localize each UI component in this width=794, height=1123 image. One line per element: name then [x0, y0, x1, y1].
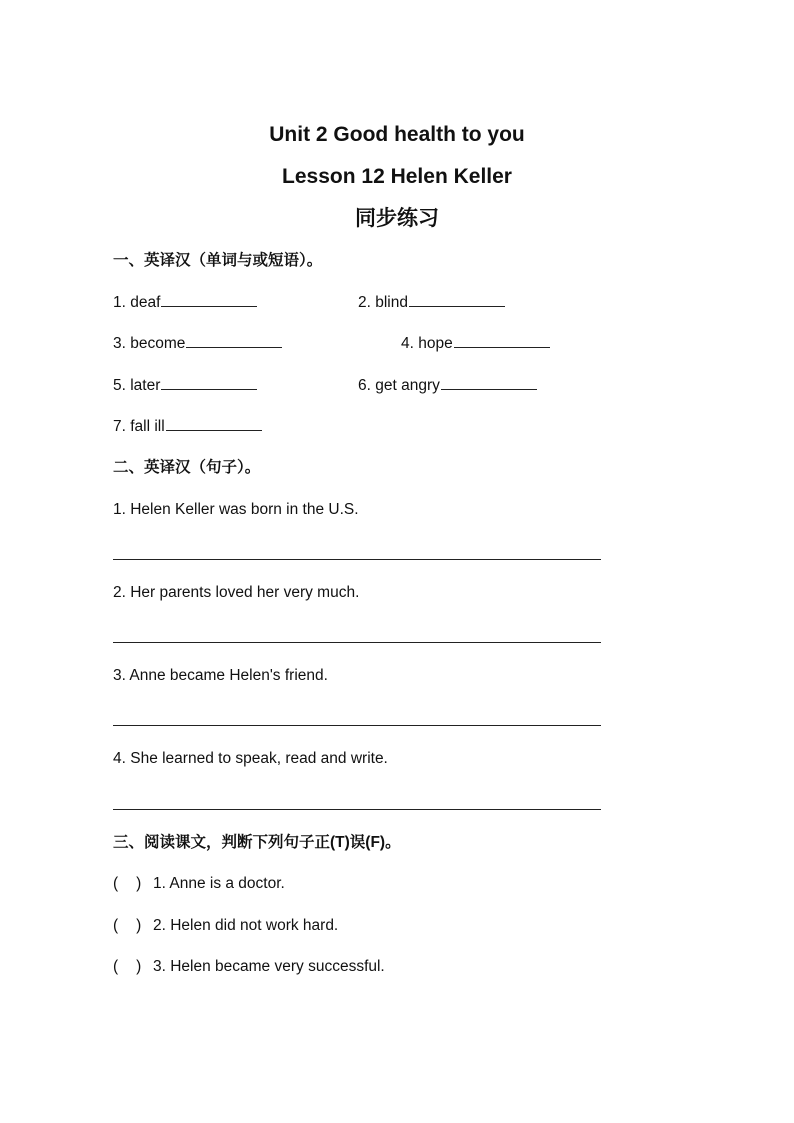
vocab-label: 4. hope [401, 335, 453, 352]
sentence-answer-line[interactable] [113, 725, 601, 726]
vocab-label: 3. become [113, 335, 186, 352]
vocab-answer-blank[interactable] [166, 416, 262, 431]
statement-text: 1. Anne is a doctor. [153, 875, 285, 892]
vocab-answer-blank[interactable] [161, 292, 257, 307]
answer-parentheses[interactable]: ( ) [113, 875, 142, 892]
vocab-label: 7. fall ill [113, 418, 165, 435]
vocab-answer-blank[interactable] [409, 292, 505, 307]
true-false-item [113, 874, 285, 894]
vocab-label: 2. blind [358, 294, 408, 311]
sentence-answer-line[interactable] [113, 642, 601, 643]
vocab-item [113, 292, 257, 313]
section1-heading: 一、英译汉（单词与或短语）。 [113, 252, 323, 269]
sentence-prompt: 1. Helen Keller was born in the U.S. [113, 501, 359, 518]
section3-heading: 三、阅读课文，判断下列句子正(T)误(F)。 [113, 834, 401, 851]
sentence-prompt: 4. She learned to speak, read and write. [113, 750, 388, 767]
vocab-answer-blank[interactable] [161, 375, 257, 390]
worksheet-subtitle: 同步练习 [355, 207, 439, 230]
vocab-label: 5. later [113, 377, 161, 394]
true-false-item [113, 916, 338, 936]
statement-text: 3. Helen became very successful. [153, 958, 385, 975]
unit-title: Unit 2 Good health to you [269, 123, 525, 146]
vocab-label: 1. deaf [113, 294, 161, 311]
vocab-item [358, 292, 505, 313]
vocab-answer-blank[interactable] [441, 375, 537, 390]
true-false-item [113, 957, 385, 977]
vocab-item [113, 416, 262, 437]
vocab-label: 6. get angry [358, 377, 440, 394]
sentence-prompt: 2. Her parents loved her very much. [113, 584, 360, 601]
vocab-item [401, 333, 550, 354]
sentence-prompt: 3. Anne became Helen's friend. [113, 667, 328, 684]
vocab-item [358, 375, 537, 396]
vocab-answer-blank[interactable] [186, 333, 282, 348]
answer-parentheses[interactable]: ( ) [113, 958, 142, 975]
sentence-answer-line[interactable] [113, 559, 601, 560]
lesson-title: Lesson 12 Helen Keller [282, 165, 512, 188]
sentence-answer-line[interactable] [113, 809, 601, 810]
vocab-item [113, 333, 282, 354]
statement-text: 2. Helen did not work hard. [153, 917, 339, 934]
vocab-answer-blank[interactable] [454, 333, 550, 348]
section2-heading: 二、英译汉（句子）。 [113, 459, 261, 476]
answer-parentheses[interactable]: ( ) [113, 917, 142, 934]
vocab-item [113, 375, 257, 396]
